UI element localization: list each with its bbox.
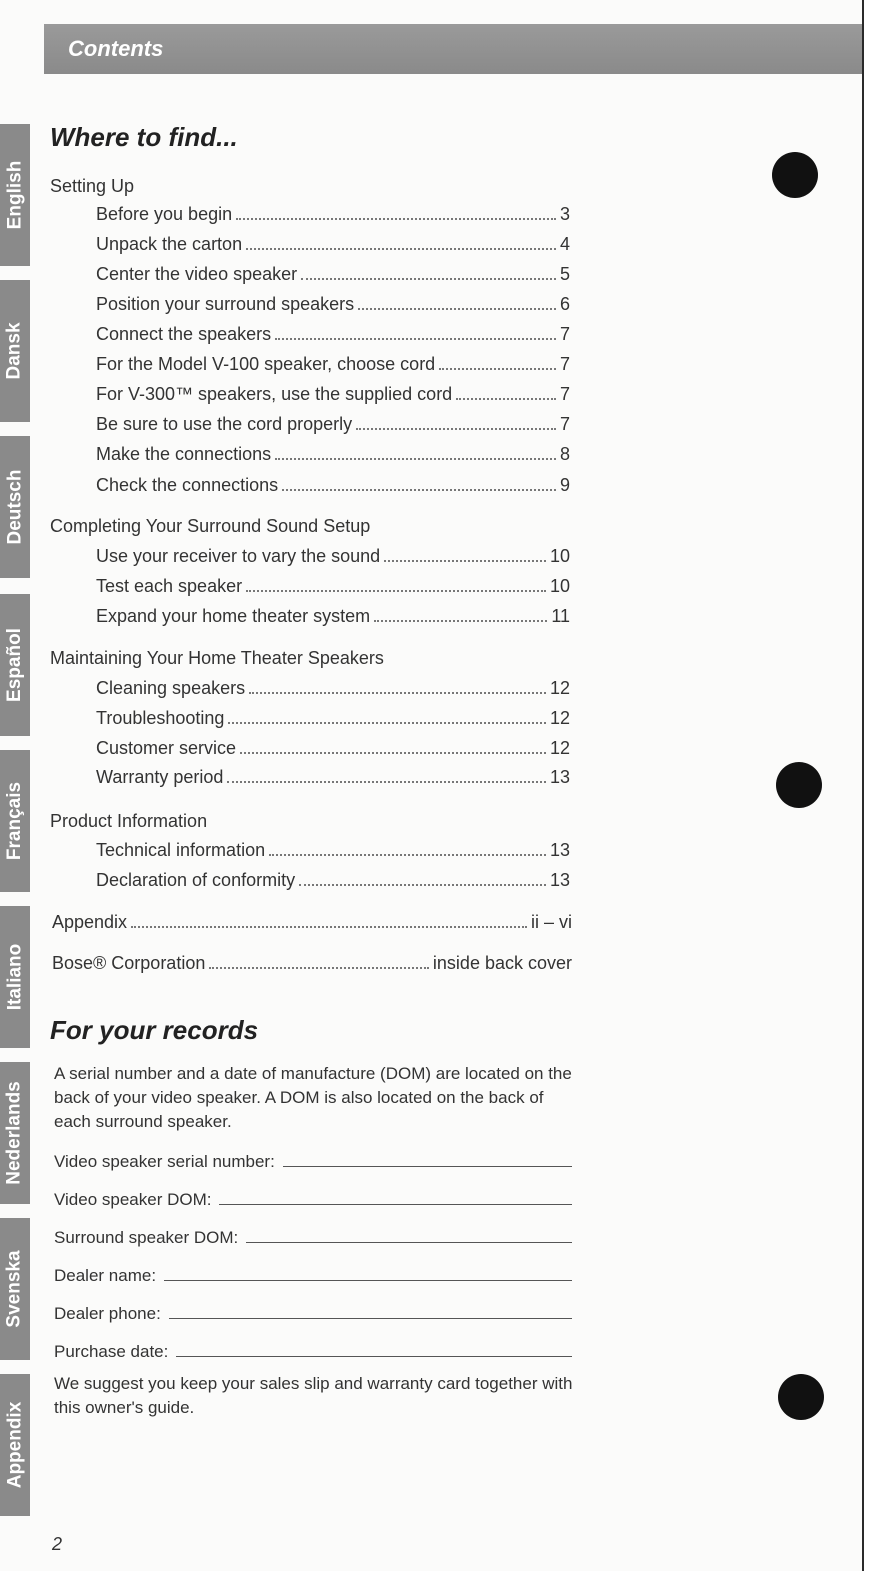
toc-entry[interactable]: Center the video speaker 5	[96, 264, 570, 284]
toc-entry[interactable]: Check the connections 9	[96, 475, 570, 495]
write-line[interactable]	[283, 1166, 572, 1167]
purchase-date-field[interactable]: Purchase date:	[54, 1342, 572, 1362]
leader-dots	[301, 278, 556, 280]
write-line[interactable]	[176, 1356, 572, 1357]
toc-entry[interactable]: Test each speaker 10	[96, 576, 570, 596]
toc-entry[interactable]: Position your surround speakers 6	[96, 294, 570, 314]
dealer-phone-field[interactable]: Dealer phone:	[54, 1304, 572, 1324]
toc-entry-appendix[interactable]: Appendix ii – vi	[52, 912, 572, 932]
leader-dots	[131, 926, 527, 928]
toc-entry[interactable]: Use your receiver to vary the sound 10	[96, 546, 570, 566]
binder-hole-middle	[776, 762, 822, 808]
toc-entry[interactable]: Make the connections 8	[96, 444, 570, 464]
leader-dots	[275, 338, 556, 340]
toc-entry-bose[interactable]: Bose® Corporation inside back cover	[52, 953, 572, 973]
toc-entry[interactable]: Customer service 12	[96, 738, 570, 758]
header-bar	[44, 24, 862, 74]
leader-dots	[282, 489, 556, 491]
video-serial-field[interactable]: Video speaker serial number:	[54, 1152, 572, 1172]
leader-dots	[356, 428, 556, 430]
tab-nederlands[interactable]: Nederlands	[0, 1062, 30, 1204]
leader-dots	[240, 752, 546, 754]
leader-dots	[299, 884, 546, 886]
surround-dom-field[interactable]: Surround speaker DOM:	[54, 1228, 572, 1248]
tab-appendix[interactable]: Appendix	[0, 1374, 30, 1516]
tab-espanol[interactable]: Español	[0, 594, 30, 736]
leader-dots	[384, 560, 546, 562]
video-dom-field[interactable]: Video speaker DOM:	[54, 1190, 572, 1210]
leader-dots	[209, 967, 429, 969]
tab-svenska[interactable]: Svenska	[0, 1218, 30, 1360]
tab-francais[interactable]: Français	[0, 750, 30, 892]
toc-entry[interactable]: Cleaning speakers 12	[96, 678, 570, 698]
header-title: Contents	[68, 36, 164, 61]
toc-entry[interactable]: Troubleshooting 12	[96, 708, 570, 728]
for-your-records-heading: For your records	[50, 1015, 259, 1045]
leader-dots	[236, 218, 556, 220]
leader-dots	[269, 854, 546, 856]
write-line[interactable]	[164, 1280, 572, 1281]
binder-hole-top	[772, 152, 818, 198]
toc-entry[interactable]: Declaration of conformity 13	[96, 870, 570, 890]
leader-dots	[439, 368, 556, 370]
write-line[interactable]	[219, 1204, 572, 1205]
toc-entry[interactable]: For V-300™ speakers, use the supplied cord 7	[96, 384, 570, 404]
leader-dots	[374, 620, 547, 622]
leader-dots	[246, 590, 546, 592]
leader-dots	[456, 398, 556, 400]
toc-entry[interactable]: Connect the speakers 7	[96, 324, 570, 344]
section-maintaining: Maintaining Your Home Theater Speakers	[50, 648, 384, 668]
toc-entry[interactable]: For the Model V-100 speaker, choose cord 7	[96, 354, 570, 374]
page-number: 2	[52, 1534, 63, 1554]
leader-dots	[358, 308, 556, 310]
toc-entry[interactable]: Warranty period 13	[96, 767, 570, 787]
write-line[interactable]	[246, 1242, 572, 1243]
write-line[interactable]	[169, 1318, 572, 1319]
toc-entry[interactable]: Technical information 13	[96, 840, 570, 860]
records-note: We suggest you keep your sales slip and warranty card together with this owner's guide.	[54, 1374, 573, 1417]
leader-dots	[275, 458, 556, 460]
leader-dots	[249, 692, 546, 694]
toc-entry[interactable]: Be sure to use the cord properly 7	[96, 414, 570, 434]
section-product-info: Product Information	[50, 811, 208, 831]
section-setting-up: Setting Up	[50, 176, 135, 196]
dealer-name-field[interactable]: Dealer name:	[54, 1266, 572, 1286]
records-intro: A serial number and a date of manufacture (DOM) are located on the back of your video speaker. A DOM is also located on the back of each surround speaker.	[54, 1064, 572, 1131]
tab-english[interactable]: English	[0, 124, 30, 266]
tab-dansk[interactable]: Dansk	[0, 280, 30, 422]
toc-entry[interactable]: Before you begin 3	[96, 204, 570, 224]
binder-hole-bottom	[778, 1374, 824, 1420]
tab-deutsch[interactable]: Deutsch	[0, 436, 30, 578]
leader-dots	[246, 248, 556, 250]
tab-italiano[interactable]: Italiano	[0, 906, 30, 1048]
leader-dots	[228, 722, 546, 724]
leader-dots	[227, 781, 546, 783]
section-surround: Completing Your Surround Sound Setup	[50, 516, 371, 536]
where-to-find-heading: Where to find...	[50, 122, 238, 152]
toc-entry[interactable]: Unpack the carton 4	[96, 234, 570, 254]
toc-entry[interactable]: Expand your home theater system 11	[96, 606, 570, 626]
